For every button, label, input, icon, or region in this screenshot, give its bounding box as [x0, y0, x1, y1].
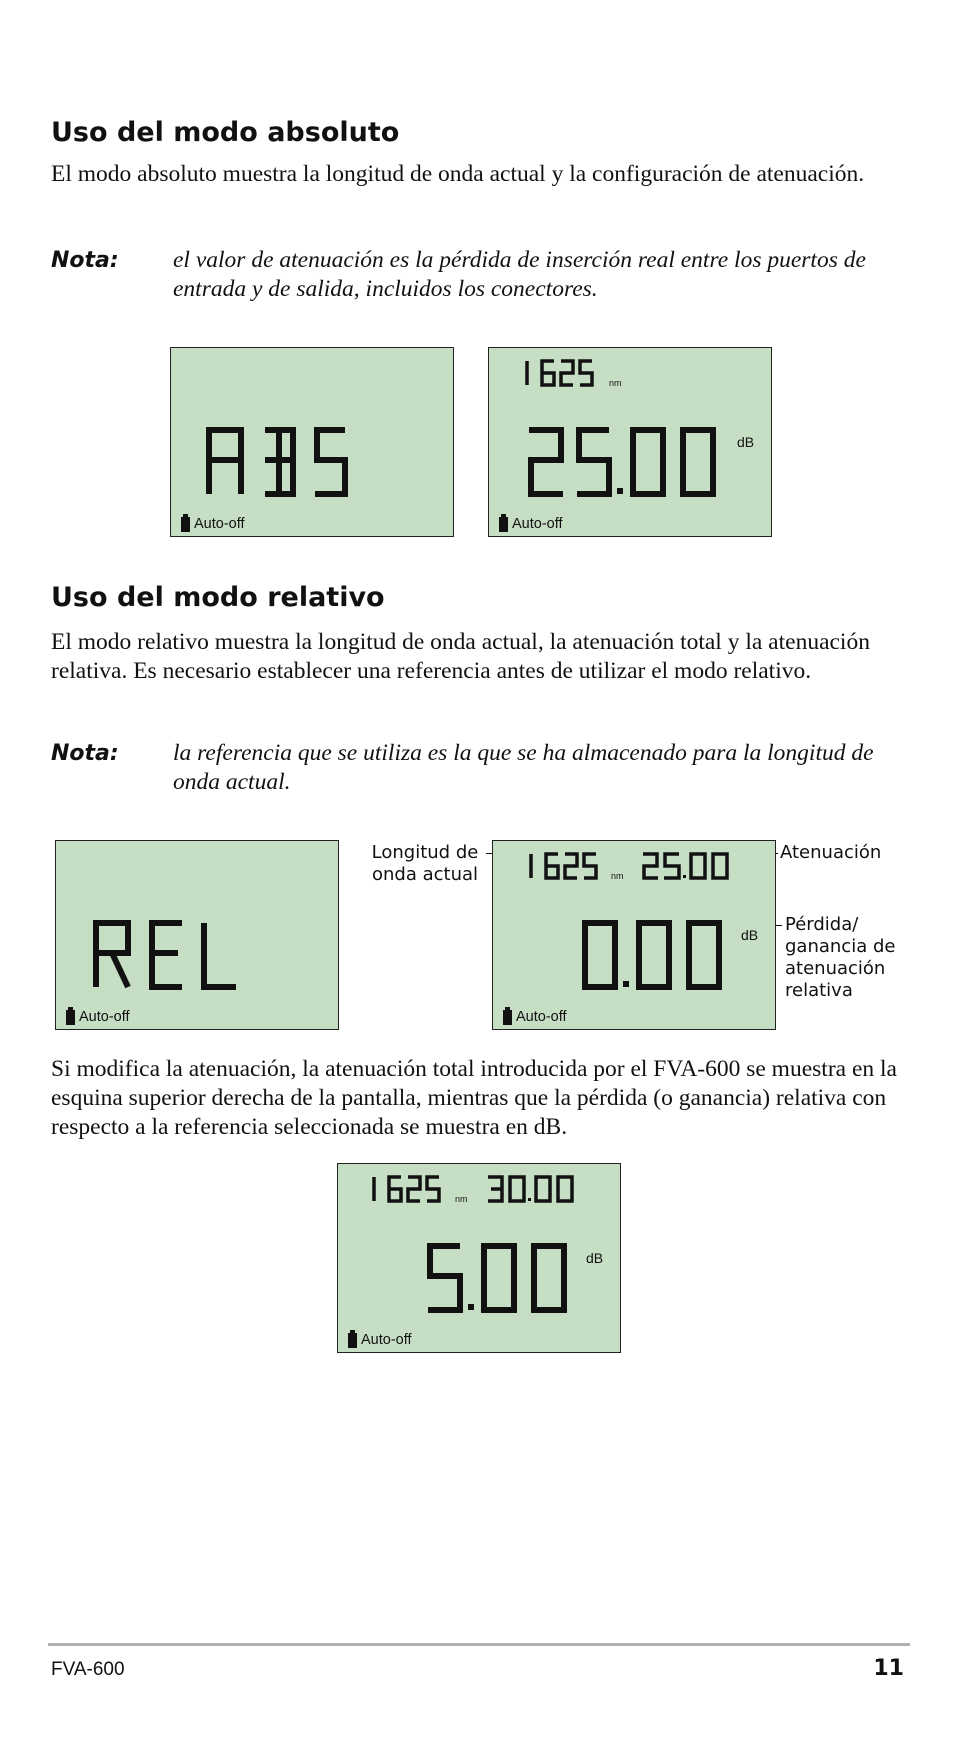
- total-attenuation-readout: [486, 1174, 586, 1204]
- section-title-relative: Uso del modo relativo: [51, 582, 385, 613]
- note-text-absolute: el valor de atenuación es la pérdida de inserción real entre los puertos de entrada y de salida, incluidos los conectores.: [173, 247, 866, 302]
- section-title-absolute: Uso del modo absoluto: [51, 117, 400, 148]
- auto-off-label: Auto-off: [194, 516, 245, 532]
- note-label-absolute: Nota:: [51, 248, 119, 273]
- lcd-display-abs-mode: [170, 347, 454, 537]
- auto-off-indicator: [503, 1007, 567, 1025]
- relative-loss-readout: [426, 1238, 586, 1318]
- footer-rule: [48, 1643, 910, 1646]
- auto-off-label: Auto-off: [512, 516, 563, 532]
- wavelength-unit: nm: [455, 1194, 468, 1204]
- battery-icon: [181, 514, 190, 532]
- battery-icon: [499, 514, 508, 532]
- total-attenuation-readout: [641, 851, 741, 881]
- relative-change-description: Si modifica la atenuación, la atenuación total introducida por el FVA-600 se muestra en la esquina superior derecha de la pantalla, mientras que la pérdida (o ganancia) relativa con respecto a la referencia seleccionada se muestra en dB.: [51, 1056, 897, 1140]
- auto-off-indicator: [181, 514, 245, 532]
- callout-relative: Pérdida/ ganancia de atenuación relativa: [785, 914, 896, 1001]
- relative-loss-readout: [581, 915, 741, 995]
- battery-icon: [66, 1007, 75, 1025]
- lcd-display-abs-value: [488, 347, 772, 537]
- wavelength-readout: [521, 358, 611, 388]
- auto-off-label: Auto-off: [516, 1009, 567, 1025]
- callout-wavelength: Longitud de onda actual: [371, 842, 479, 885]
- callout-attenuation: Atenuación: [780, 842, 882, 863]
- relative-mode-description: El modo relativo muestra la longitud de onda actual, la atenuación total y la atenuación relativa. Es necesario establecer una referencia antes de utilizar el modo relativo.: [51, 629, 870, 684]
- auto-off-indicator: [66, 1007, 130, 1025]
- db-unit: dB: [737, 434, 755, 450]
- auto-off-label: Auto-off: [361, 1332, 412, 1348]
- abs-mode-readout: [205, 422, 355, 502]
- auto-off-indicator: [348, 1330, 412, 1348]
- auto-off-indicator: [499, 514, 563, 532]
- wavelength-unit: nm: [611, 871, 624, 881]
- db-unit: dB: [741, 927, 759, 943]
- footer-page-number: 11: [873, 1656, 904, 1681]
- battery-icon: [503, 1007, 512, 1025]
- db-unit: dB: [586, 1250, 604, 1266]
- note-text-relative: la referencia que se utiliza es la que se ha almacenado para la longitud de onda actual.: [173, 740, 874, 795]
- wavelength-unit: nm: [609, 378, 622, 388]
- lcd-display-rel-mode: [55, 840, 339, 1030]
- absolute-mode-description: El modo absoluto muestra la longitud de onda actual y la configuración de atenuación.: [51, 161, 865, 187]
- battery-icon: [348, 1330, 357, 1348]
- lcd-display-rel-value: [492, 840, 776, 1030]
- wavelength-readout: [525, 851, 615, 881]
- wavelength-readout: [368, 1174, 458, 1204]
- rel-mode-readout: [92, 915, 242, 995]
- lcd-display-rel-changed: [337, 1163, 621, 1353]
- attenuation-readout: [527, 422, 737, 502]
- auto-off-label: Auto-off: [79, 1009, 130, 1025]
- footer-product-name: FVA-600: [51, 1659, 125, 1680]
- note-label-relative: Nota:: [51, 741, 119, 766]
